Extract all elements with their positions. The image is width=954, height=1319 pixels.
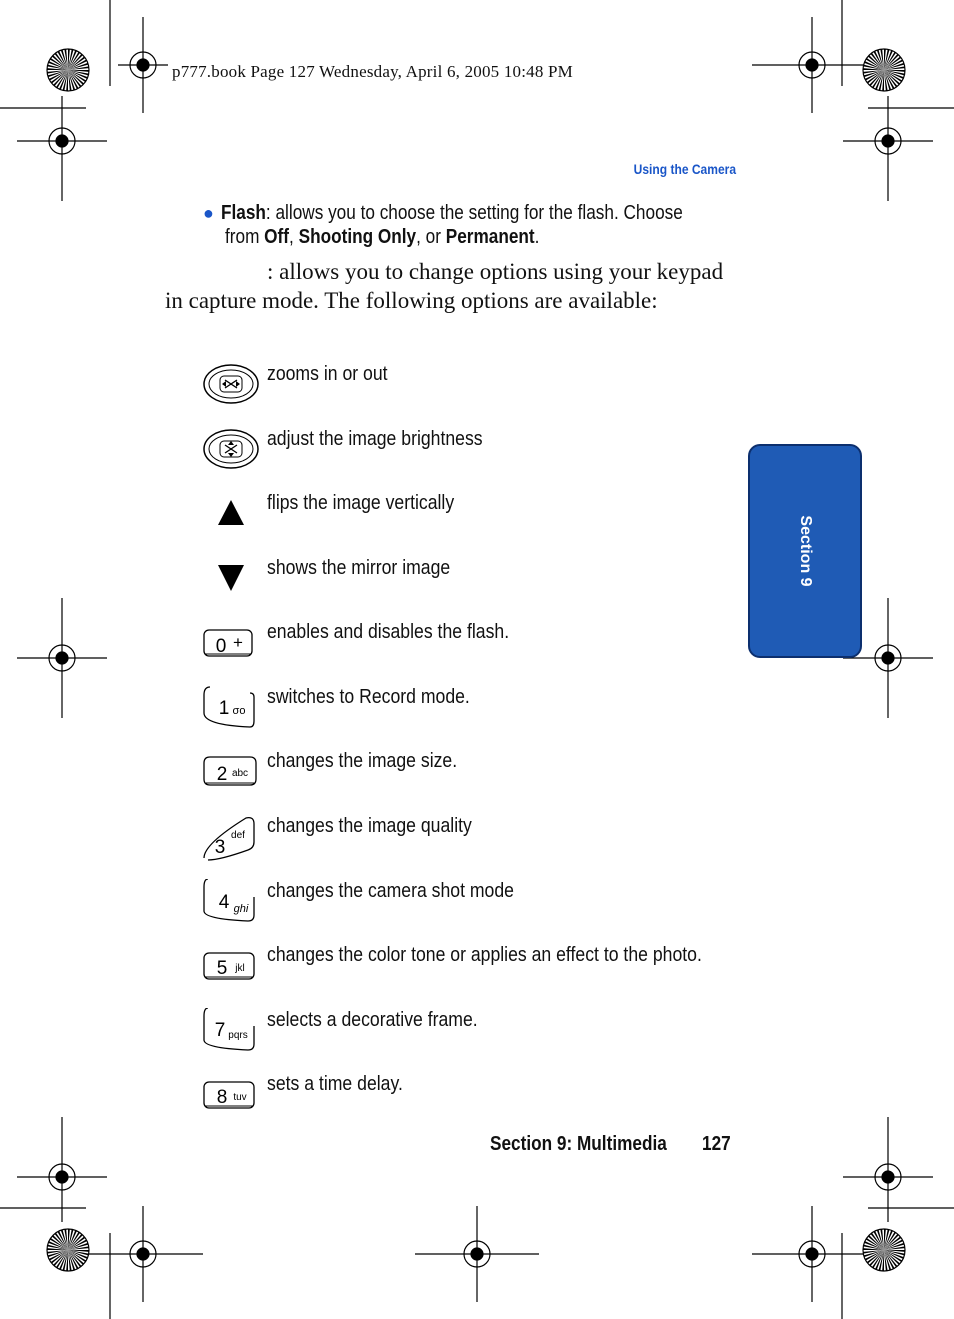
flash-bullet-line-1 bbox=[221, 201, 683, 225]
key-0-digit: 0 bbox=[215, 636, 227, 657]
key-8-sub: tuv bbox=[233, 1092, 247, 1103]
shortcut-row bbox=[200, 556, 740, 612]
key-1-digit: 1 bbox=[218, 698, 230, 719]
flash-from: from bbox=[225, 226, 265, 248]
key-8-icon bbox=[200, 1072, 262, 1124]
footer-section-title: Section 9: Multimedia bbox=[490, 1133, 667, 1155]
flash-option-permanent: Permanent bbox=[445, 226, 535, 248]
key-0-icon bbox=[200, 620, 262, 672]
key-7-icon bbox=[200, 1008, 262, 1060]
shortcut-desc: switches to Record mode. bbox=[267, 685, 470, 708]
shortcut-desc: flips the image vertically bbox=[267, 491, 455, 514]
key-5-sub: jkl bbox=[235, 963, 245, 974]
key-7-digit: 7 bbox=[214, 1020, 226, 1041]
section-tab-label: Section 9 bbox=[797, 515, 814, 587]
key-2-sub: abc bbox=[231, 768, 249, 779]
crosshair-mark-left-upper bbox=[17, 96, 107, 201]
flash-sep-2: , or bbox=[416, 226, 446, 248]
starburst-mark-bottom-left bbox=[47, 1229, 89, 1271]
crosshair-mark-right-lower bbox=[843, 1117, 933, 1222]
volume-up-triangle-icon bbox=[200, 491, 262, 543]
key-5-digit: 5 bbox=[216, 958, 228, 979]
shortcut-desc: shows the mirror image bbox=[267, 556, 451, 579]
key-3-sub: def bbox=[231, 830, 245, 841]
shortcut-desc: changes the image size. bbox=[267, 749, 458, 772]
shortcut-row bbox=[200, 685, 740, 741]
crosshair-mark-left-middle bbox=[17, 598, 107, 718]
key-3-icon bbox=[200, 814, 262, 866]
crosshair-mark-top-left bbox=[118, 17, 168, 113]
flash-text: : allows you to choose the setting for the flash. Choose bbox=[265, 202, 683, 224]
shortcut-desc: zooms in or out bbox=[267, 362, 388, 385]
key-4-digit: 4 bbox=[218, 892, 230, 913]
shortcut-desc: selects a decorative frame. bbox=[267, 1008, 478, 1031]
shortcut-desc: adjust the image brightness bbox=[267, 427, 483, 450]
key-8-digit: 8 bbox=[216, 1087, 228, 1108]
print-header: p777.book Page 127 Wednesday, April 6, 2005 10:48 PM bbox=[172, 62, 573, 81]
crosshair-mark-bottom-right bbox=[752, 1206, 872, 1302]
key-2-icon bbox=[200, 749, 262, 801]
key-0-sub: + bbox=[233, 633, 243, 652]
key-7-sub: pqrs bbox=[228, 1030, 248, 1041]
key-3-digit: 3 bbox=[214, 837, 226, 858]
starburst-mark-top-right bbox=[863, 49, 905, 91]
intro-text: : allows you to change options using your keypad in capture mode. The following options are available: bbox=[165, 259, 724, 313]
shortcut-row bbox=[200, 1008, 740, 1064]
flash-option-shooting-only: Shooting Only bbox=[298, 226, 417, 248]
key-1-icon bbox=[200, 685, 262, 737]
shortcut-desc: enables and disables the flash. bbox=[267, 620, 510, 643]
shortcut-row bbox=[200, 879, 740, 935]
crosshair-mark-bottom-left bbox=[83, 1206, 203, 1302]
intro-paragraph bbox=[165, 258, 725, 315]
bullet-icon: ● bbox=[203, 203, 214, 223]
key-4-sub: ghi bbox=[233, 903, 249, 915]
key-2-digit: 2 bbox=[216, 764, 228, 785]
flash-bullet-line-2 bbox=[225, 225, 539, 249]
shortcut-row bbox=[200, 1072, 740, 1128]
key-4-icon bbox=[200, 879, 262, 931]
crosshair-mark-right-upper bbox=[843, 96, 933, 201]
shortcut-desc: sets a time delay. bbox=[267, 1072, 403, 1095]
crosshair-mark-left-lower bbox=[17, 1117, 107, 1222]
page-number: 127 bbox=[702, 1133, 731, 1155]
shortcut-row bbox=[200, 749, 740, 805]
flash-end: . bbox=[534, 226, 540, 248]
volume-down-triangle-icon bbox=[200, 556, 262, 608]
shortcut-row bbox=[200, 814, 740, 870]
starburst-mark-bottom-right bbox=[863, 1229, 905, 1271]
flash-option-off: Off bbox=[264, 226, 290, 248]
shortcut-row bbox=[200, 427, 740, 483]
shortcut-desc: changes the color tone or applies an effect to the photo. bbox=[267, 943, 702, 966]
starburst-mark-top-left bbox=[47, 49, 89, 91]
shortcut-row bbox=[200, 362, 740, 418]
crosshair-mark-top-right bbox=[752, 17, 872, 113]
nav-key-up-down-icon bbox=[200, 427, 262, 479]
shortcut-row bbox=[200, 943, 740, 999]
running-head: Using the Camera bbox=[633, 161, 736, 177]
flash-sep-1: , bbox=[289, 226, 299, 248]
flash-term: Flash bbox=[221, 202, 266, 224]
shortcut-desc: changes the image quality bbox=[267, 814, 472, 837]
crosshair-mark-bottom-center bbox=[415, 1206, 539, 1302]
nav-key-left-right-icon bbox=[200, 362, 262, 414]
key-1-sub: σο bbox=[232, 705, 246, 717]
shortcut-desc: changes the camera shot mode bbox=[267, 879, 514, 902]
key-5-icon bbox=[200, 943, 262, 995]
shortcut-row bbox=[200, 620, 740, 676]
shortcut-row bbox=[200, 491, 740, 547]
